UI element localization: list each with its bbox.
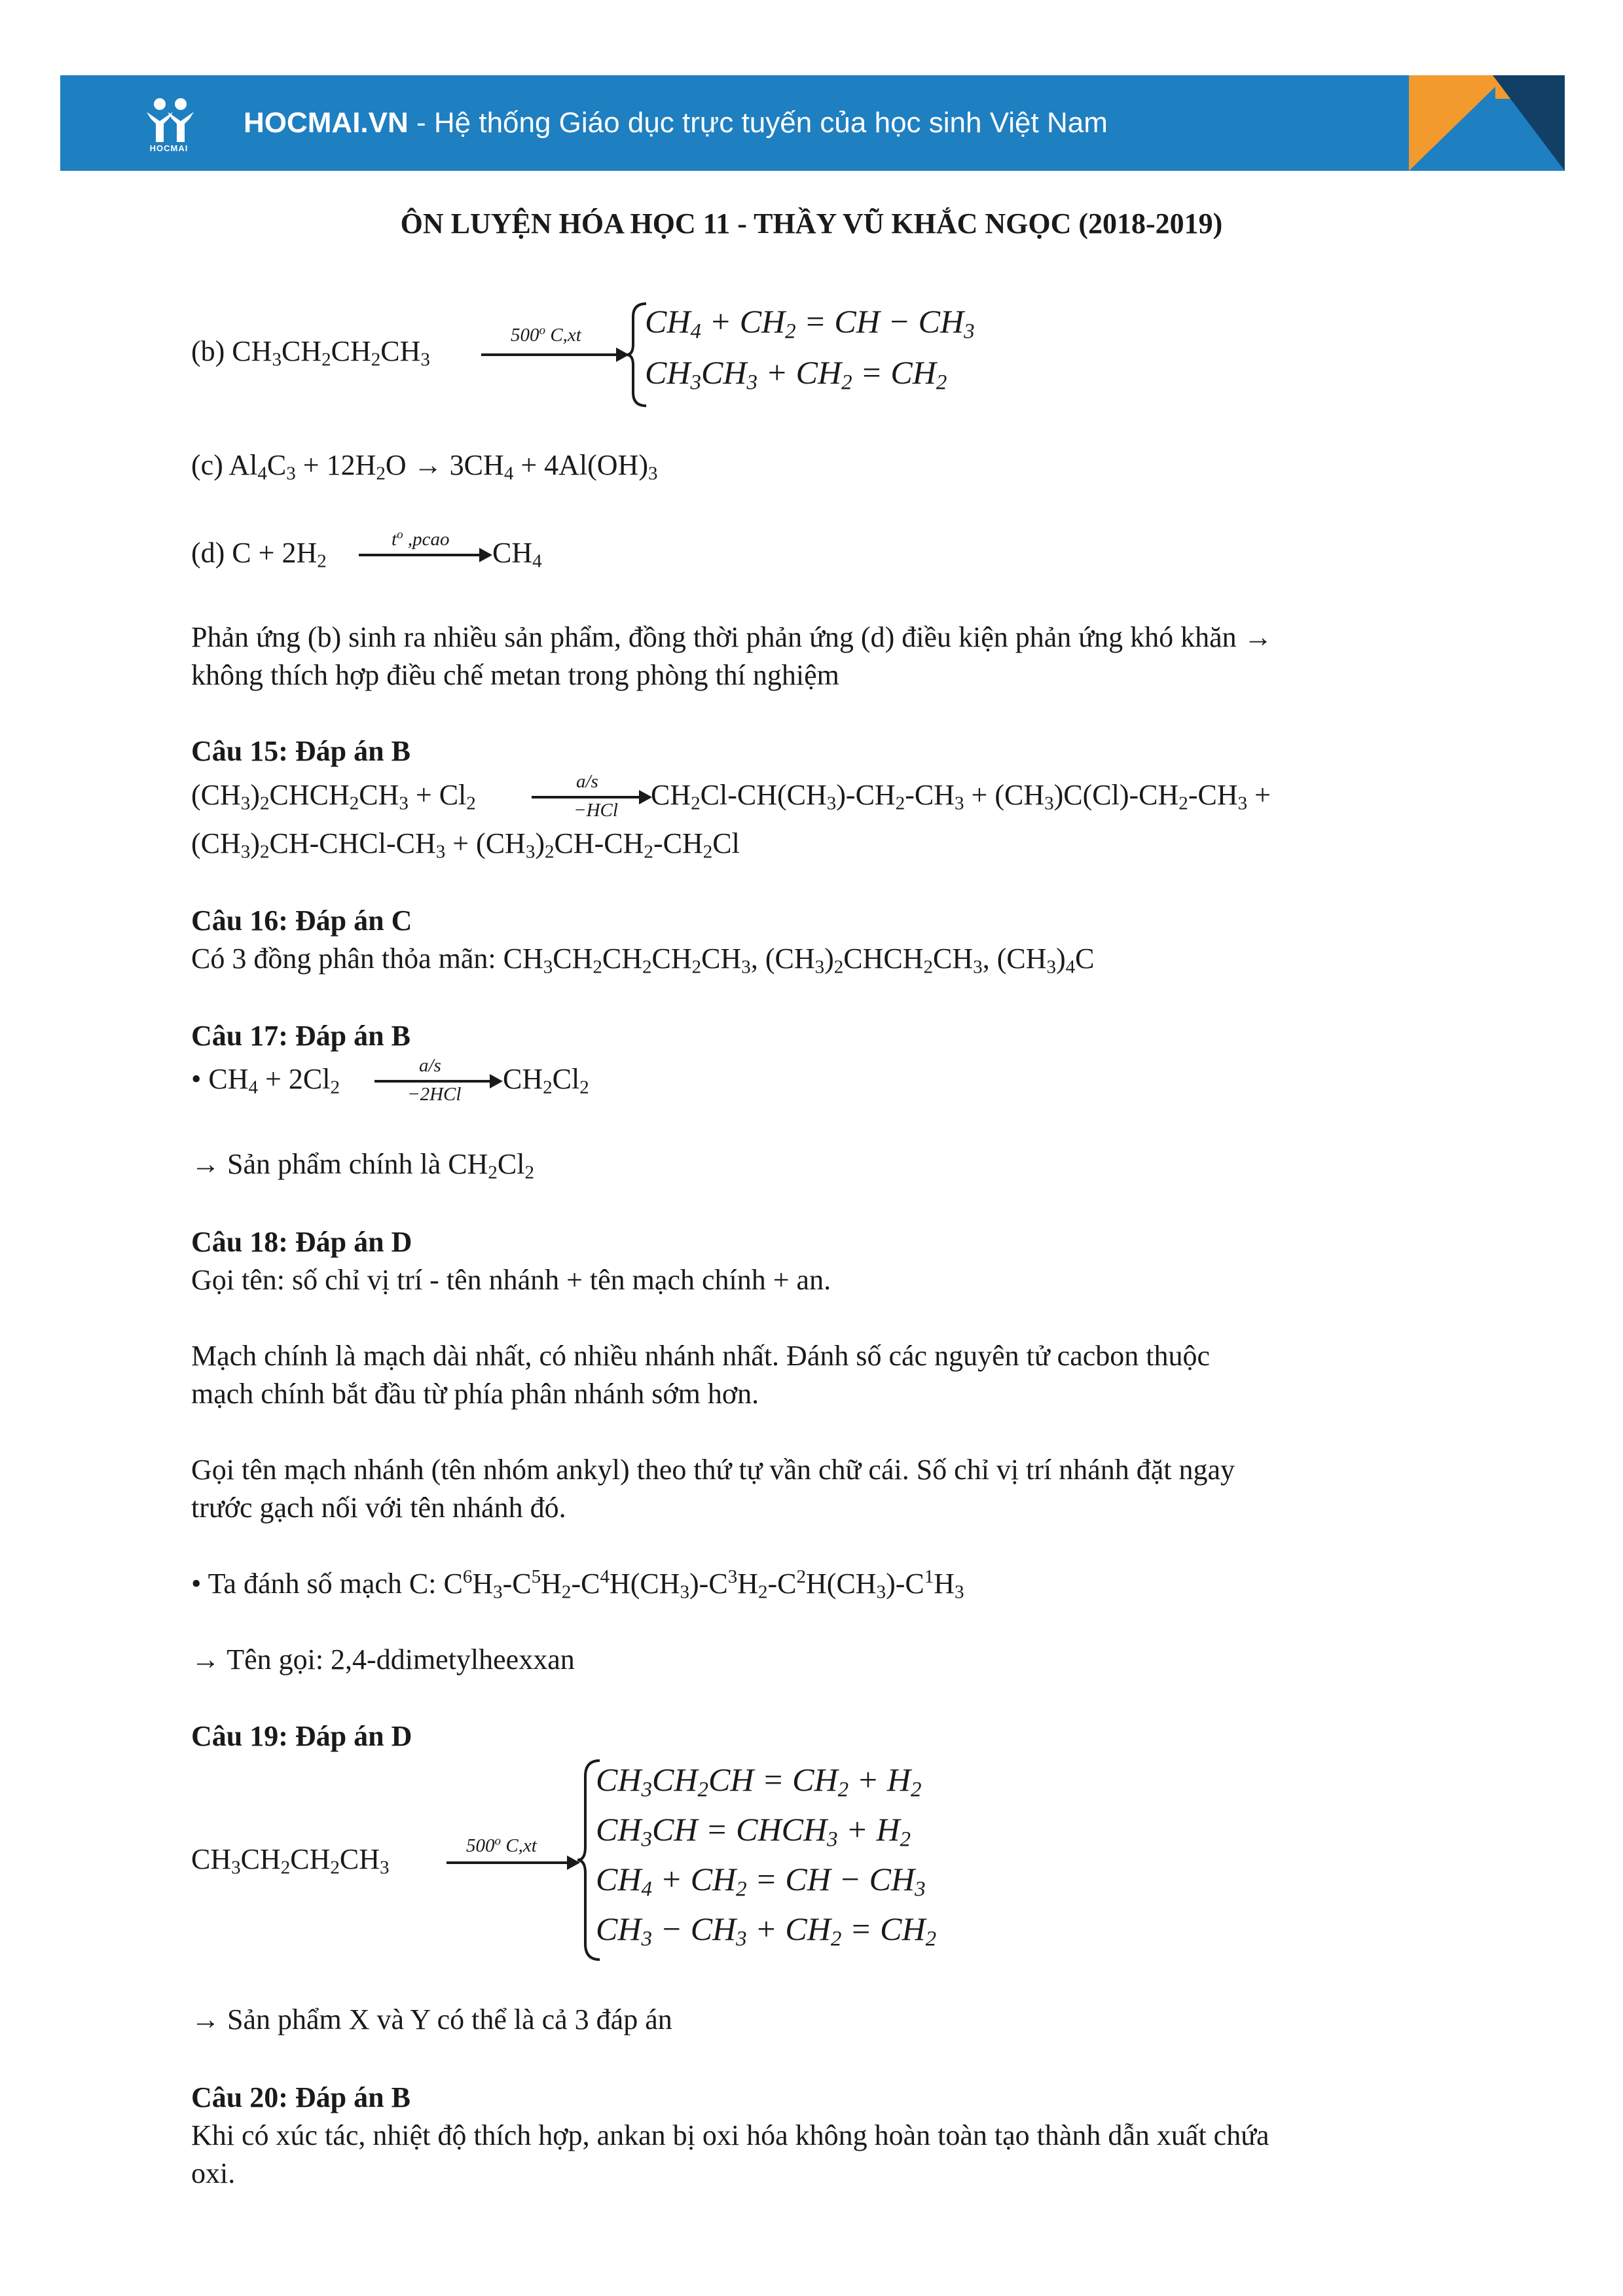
q15-left: $(CH_3)_2CHCH_2CH_3 + Cl_2$ (191, 779, 476, 814)
rxn-b-condition: 500$^o$ C,xt (511, 323, 581, 346)
banner-title (244, 75, 1108, 171)
q18-line-5: trước gạch nối với tên nhánh đó. (191, 1492, 566, 1524)
q19-product-1: $CH_3CH_2CH = CH_2 + H_2$ (596, 1761, 922, 1802)
brand-name: HOCMAI.VN (244, 107, 409, 139)
note-line-2: không thích hợp điều chế metan trong phòng thí nghiệm (191, 659, 839, 691)
q17-cond-top: a/s (419, 1055, 441, 1076)
q16-text: Có 3 đồng phân thỏa mãn: $CH_3CH_2CH_2CH_2CH_3$, $(CH_3)_2CHCH_2CH_3$, $(CH_3)_4C$ (191, 942, 1095, 978)
q16-heading: Câu 16: Đáp án C (191, 905, 412, 937)
q15-heading: Câu 15: Đáp án B (191, 735, 410, 767)
q17-result: → Sản phẩm chính là $CH_2Cl_2$ (191, 1148, 534, 1183)
rxn-b-product-1: $CH_4 + CH_2$ = CH − $CH_3$ (645, 303, 975, 344)
q17-cond-bottom: −2HCl (407, 1084, 462, 1105)
q20-heading: Câu 20: Đáp án B (191, 2081, 410, 2113)
rxn-d-left: (d) $C + 2H_2$ (191, 537, 327, 572)
q19-heading: Câu 19: Đáp án D (191, 1720, 412, 1752)
q17-right: $CH_2Cl_2$ (503, 1063, 589, 1098)
q18-line-4: Gọi tên mạch nhánh (tên nhóm ankyl) theo thứ tự vần chữ cái. Số chỉ vị trí nhánh đặt ngay (191, 1454, 1235, 1486)
q17-arrow-icon (374, 1080, 500, 1083)
q15-arrow-icon (532, 796, 649, 798)
q18-line-7: → Tên gọi: 2,4-ddimetylheexxan (191, 1643, 575, 1676)
banner-dark-corner (1493, 75, 1565, 171)
q19-result: → Sản phẩm X và Y có thể là cả 3 đáp án (191, 2003, 672, 2036)
rxn-b-arrow-icon (481, 353, 627, 356)
rxn-c: (c) $Al_4C_3 + 12H_2O \to 3CH_4 + 4Al(OH)_3$ (191, 449, 658, 484)
q18-heading: Câu 18: Đáp án D (191, 1226, 412, 1258)
rxn-b-product-2: $CH_3CH_3 + CH_2 = CH_2$ (645, 354, 947, 395)
q19-product-4: $CH_3 - CH_3 + CH_2 = CH_2$ (596, 1910, 937, 1951)
rxn-d-arrow-icon (359, 554, 490, 556)
q15-cond-top: a/s (576, 771, 598, 792)
q18-line-3: mạch chính bắt đầu từ phía phân nhánh sớm hơn. (191, 1378, 759, 1410)
rxn-d-condition: $t^o$ ,pcao (392, 528, 450, 550)
q15-cond-bottom: −HCl (574, 800, 618, 821)
header-banner (60, 75, 1565, 171)
q19-arrow-icon (447, 1861, 577, 1864)
q19-left: $CH_3CH_2CH_2CH_3$ (191, 1843, 390, 1878)
q18-line-6: • Ta đánh số mạch C: $C^6H_3-C^5H_2-C^4H(CH_3)-C^3H_2-C^2H(CH_3)-C^1H_3$ (191, 1566, 964, 1603)
q20-line-2: oxi. (191, 2157, 236, 2189)
q19-condition: 500$^o$ C,xt (466, 1834, 537, 1856)
note-line-1: Phản ứng (b) sinh ra nhiều sản phẩm, đồng thời phản ứng (d) điều kiện phản ứng khó khăn → (191, 621, 1273, 653)
q18-line-2: Mạch chính là mạch dài nhất, có nhiều nhánh nhất. Đánh số các nguyên tử cacbon thuộc (191, 1340, 1211, 1372)
logo-caption: HOCMAI (149, 143, 189, 153)
rxn-d-right: $CH_4$ (492, 537, 542, 572)
rxn-b-reactant: (b) $CH_3CH_2CH_2CH_3$ (191, 335, 430, 370)
q20-line-1: Khi có xúc tác, nhiệt độ thích hợp, ankan bị oxi hóa không hoàn toàn tạo thành dẫn xuất chứa (191, 2119, 1269, 2151)
q15-right: $CH_2Cl-CH(CH_3)-CH_2-CH_3 + (CH_3)C(Cl)-CH_2-CH_3$ + (651, 779, 1271, 814)
q18-line-1: Gọi tên: số chỉ vị trí - tên nhánh + tên mạch chính + an. (191, 1264, 831, 1296)
q17-left: • $CH_4 + 2Cl_2$ (191, 1063, 340, 1098)
document-title: ÔN LUYỆN HÓA HỌC 11 - THẦY VŨ KHẮC NGỌC (2018-2019) (400, 207, 1223, 240)
brand-tagline: - Hệ thống Giáo dục trực tuyến của học sinh Việt Nam (408, 107, 1108, 139)
q17-heading: Câu 17: Đáp án B (191, 1020, 410, 1052)
q19-product-2: $CH_3CH$ = $CHCH_3 + H_2$ (596, 1811, 911, 1852)
q15-line-2: $(CH_3)_2CH-CHCl-CH_3 + (CH_3)_2CH-CH_2-CH_2Cl$ (191, 827, 740, 863)
q19-product-3: $CH_4 + CH_2$ = CH − $CH_3$ (596, 1861, 926, 1901)
